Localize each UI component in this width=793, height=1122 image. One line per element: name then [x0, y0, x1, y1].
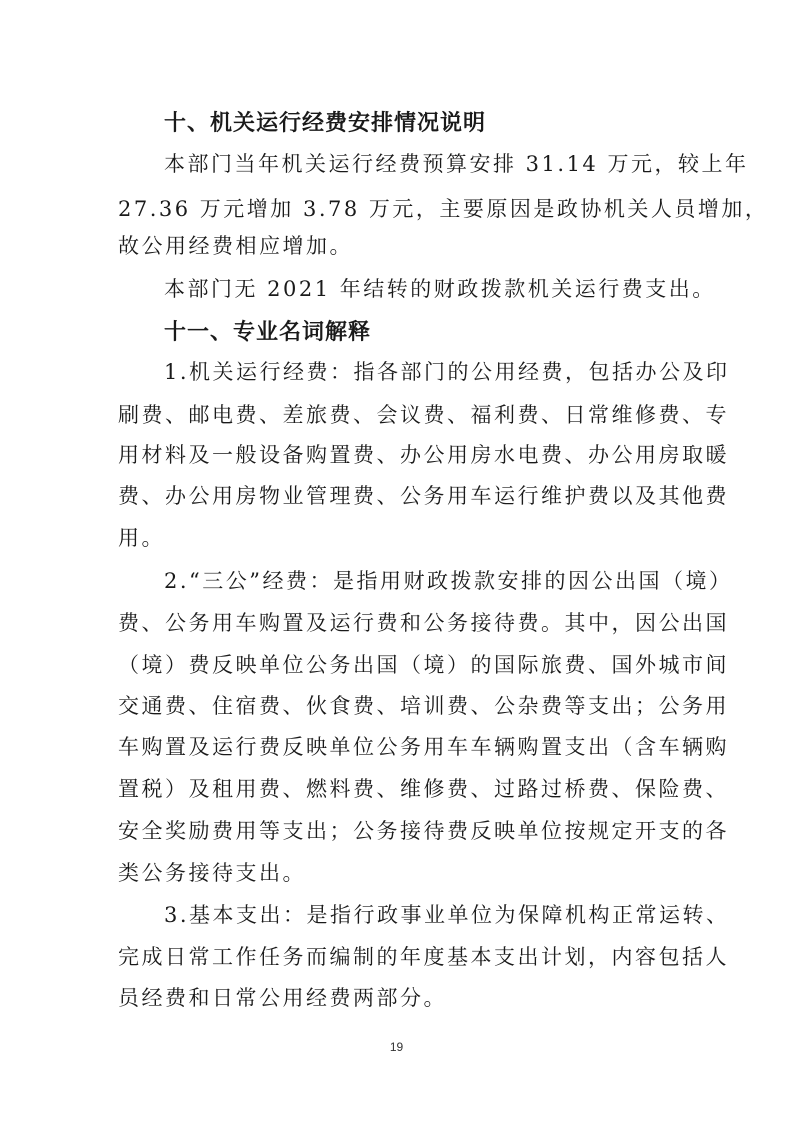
paragraph-line: 刷费、邮电费、差旅费、会议费、福利费、日常维修费、专 — [118, 403, 729, 427]
paragraph-line: 3.基本支出：是指行政事业单位为保障机构正常运转、 — [164, 903, 730, 927]
paragraph-line: 交通费、住宿费、伙食费、培训费、公杂费等支出；公务用 — [118, 694, 729, 718]
paragraph-line: 费、办公用房物业管理费、公务用车运行维护费以及其他费 — [118, 484, 729, 508]
paragraph-line: 类公务接待支出。 — [118, 861, 306, 885]
paragraph-line: 车购置及运行费反映单位公务用车车辆购置支出（含车辆购 — [118, 735, 729, 759]
section-10-heading: 十、机关运行经费安排情况说明 — [164, 111, 487, 136]
paragraph-line: 用。 — [118, 526, 165, 550]
paragraph-line: 完成日常工作任务而编制的年度基本支出计划，内容包括人 — [118, 945, 729, 969]
paragraph-line: 故公用经费相应增加。 — [118, 234, 353, 258]
paragraph-line: 用材料及一般设备购置费、办公用房水电费、办公用房取暖 — [118, 443, 729, 467]
paragraph-line: （境）费反映单位公务出国（境）的国际旅费、国外城市间 — [118, 653, 729, 677]
paragraph-line: 1.机关运行经费：指各部门的公用经费，包括办公及印 — [164, 360, 730, 384]
paragraph-line: 员经费和日常公用经费两部分。 — [118, 986, 447, 1010]
paragraph-line: 安全奖励费用等支出；公务接待费反映单位按规定开支的各 — [118, 819, 729, 843]
paragraph-line: 27.36 万元增加 3.78 万元，主要原因是政协机关人员增加， — [118, 197, 769, 221]
paragraph-line: 置税）及租用费、燃料费、维修费、过路过桥费、保险费、 — [118, 777, 729, 801]
paragraph-line: 本部门无 2021 年结转的财政拨款机关运行费支出。 — [164, 277, 716, 301]
paragraph-line: 费、公务用车购置及运行费和公务接待费。其中，因公出国 — [118, 611, 729, 635]
paragraph-line: 2.“三公”经费：是指用财政拨款安排的因公出国（境） — [164, 569, 733, 593]
page-number: 19 — [389, 1040, 404, 1054]
paragraph-line: 本部门当年机关运行经费预算安排 31.14 万元，较上年 — [164, 152, 749, 176]
section-11-heading: 十一、专业名词解释 — [164, 320, 372, 345]
